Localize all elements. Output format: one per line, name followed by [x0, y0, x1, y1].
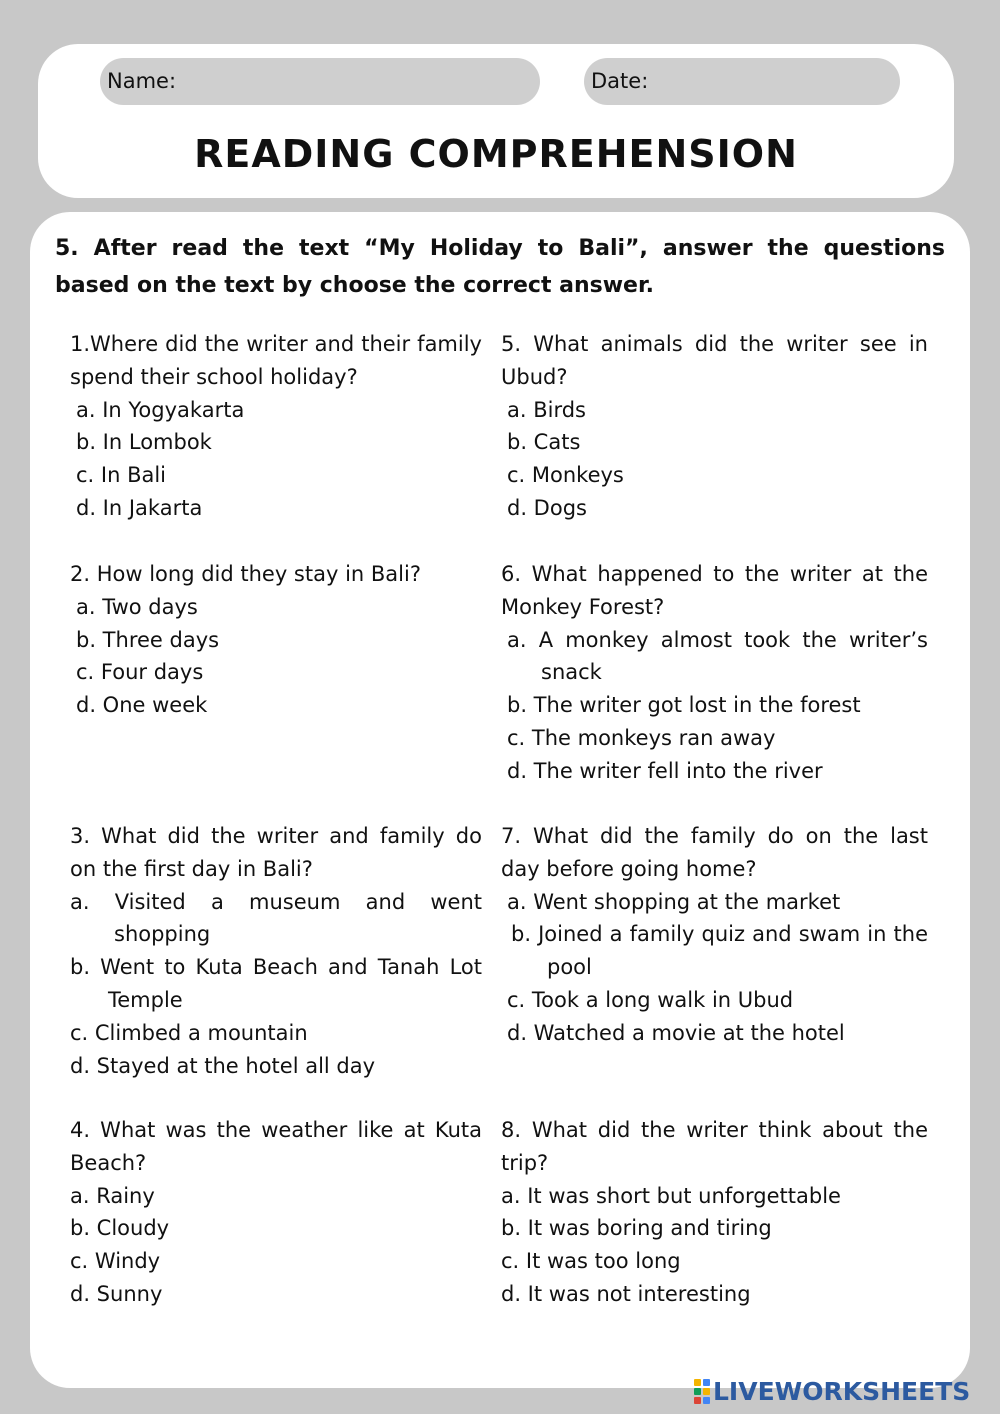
question-text: 5. What animals did the writer see in Ubud?: [501, 332, 928, 389]
answer-option[interactable]: c. Climbed a mountain: [70, 1020, 308, 1045]
answer-option[interactable]: a. A monkey almost took the writer’s snack: [507, 627, 928, 685]
name-field[interactable]: [100, 58, 540, 105]
answer-option[interactable]: c. The monkeys ran away: [507, 725, 776, 750]
answer-option[interactable]: a. Went shopping at the market: [507, 889, 841, 914]
answer-option[interactable]: d. The writer fell into the river: [507, 758, 823, 783]
answer-option[interactable]: c. In Bali: [76, 463, 167, 488]
question-5: [501, 328, 928, 525]
logo-blocks-icon: [694, 1379, 710, 1404]
answer-option[interactable]: b. It was boring and tiring: [501, 1216, 772, 1241]
answer-option[interactable]: c. Took a long walk in Ubud: [507, 987, 794, 1012]
name-label: Name:: [107, 69, 177, 93]
answer-option[interactable]: a. It was short but unforgettable: [501, 1183, 841, 1208]
date-label: Date:: [591, 69, 649, 93]
answer-option[interactable]: d. One week: [76, 693, 208, 718]
answer-option[interactable]: c. Windy: [70, 1249, 161, 1274]
answer-option[interactable]: a. Visited a museum and went shopping: [70, 889, 482, 947]
answer-option[interactable]: d. Sunny: [70, 1281, 163, 1306]
answer-option[interactable]: d. Watched a movie at the hotel: [507, 1020, 845, 1045]
liveworksheets-logo: [694, 1374, 970, 1408]
question-8: [501, 1114, 928, 1311]
question-text: 6. What happened to the writer at the Monkey Forest?: [501, 562, 928, 619]
answer-option[interactable]: b. Cloudy: [70, 1216, 170, 1241]
answer-option[interactable]: b. In Lombok: [76, 430, 212, 455]
question-text: 2. How long did they stay in Bali?: [70, 562, 421, 586]
question-4: [70, 1114, 482, 1311]
header-card: [38, 44, 954, 198]
answer-option[interactable]: b. The writer got lost in the forest: [507, 693, 861, 718]
question-7: [501, 820, 928, 1050]
question-text: 3. What did the writer and family do on the first day in Bali?: [70, 824, 482, 881]
answer-option[interactable]: a. Birds: [507, 397, 586, 422]
answer-option[interactable]: d. Dogs: [507, 495, 587, 520]
question-3: [70, 820, 482, 1082]
question-text: 4. What was the weather like at Kuta Beach?: [70, 1118, 482, 1175]
content-card: [30, 212, 970, 1388]
question-1: [70, 328, 482, 525]
date-field[interactable]: [584, 58, 900, 105]
question-2: [70, 558, 482, 722]
answer-option[interactable]: a. Two days: [76, 594, 198, 619]
answer-option[interactable]: b. Joined a family quiz and swam in the pool: [511, 922, 928, 980]
answer-option[interactable]: d. It was not interesting: [501, 1281, 751, 1306]
answer-option[interactable]: a. Rainy: [70, 1183, 155, 1208]
question-text: 7. What did the family do on the last day before going home?: [501, 824, 928, 881]
answer-option[interactable]: b. Cats: [507, 430, 581, 455]
answer-option[interactable]: d. Stayed at the hotel all day: [70, 1053, 376, 1078]
question-text: 1.Where did the writer and their family spend their school holiday?: [70, 332, 482, 389]
logo-text: LIVEWORKSHEETS: [713, 1376, 971, 1406]
answer-option[interactable]: a. In Yogyakarta: [76, 397, 245, 422]
page-title: READING COMPREHENSION: [194, 132, 798, 176]
question-text: 8. What did the writer think about the trip?: [501, 1118, 928, 1175]
answer-option[interactable]: d. In Jakarta: [76, 495, 203, 520]
instruction-text: 5. After read the text “My Holiday to Bali”, answer the questions based on the text by choose the correct answer.: [55, 236, 945, 298]
question-6: [501, 558, 928, 788]
answer-option[interactable]: b. Three days: [76, 627, 220, 652]
answer-option[interactable]: c. Four days: [76, 660, 204, 685]
answer-option[interactable]: b. Went to Kuta Beach and Tanah Lot Temple: [70, 955, 482, 1012]
answer-option[interactable]: c. Monkeys: [507, 463, 624, 488]
answer-option[interactable]: c. It was too long: [501, 1249, 681, 1274]
